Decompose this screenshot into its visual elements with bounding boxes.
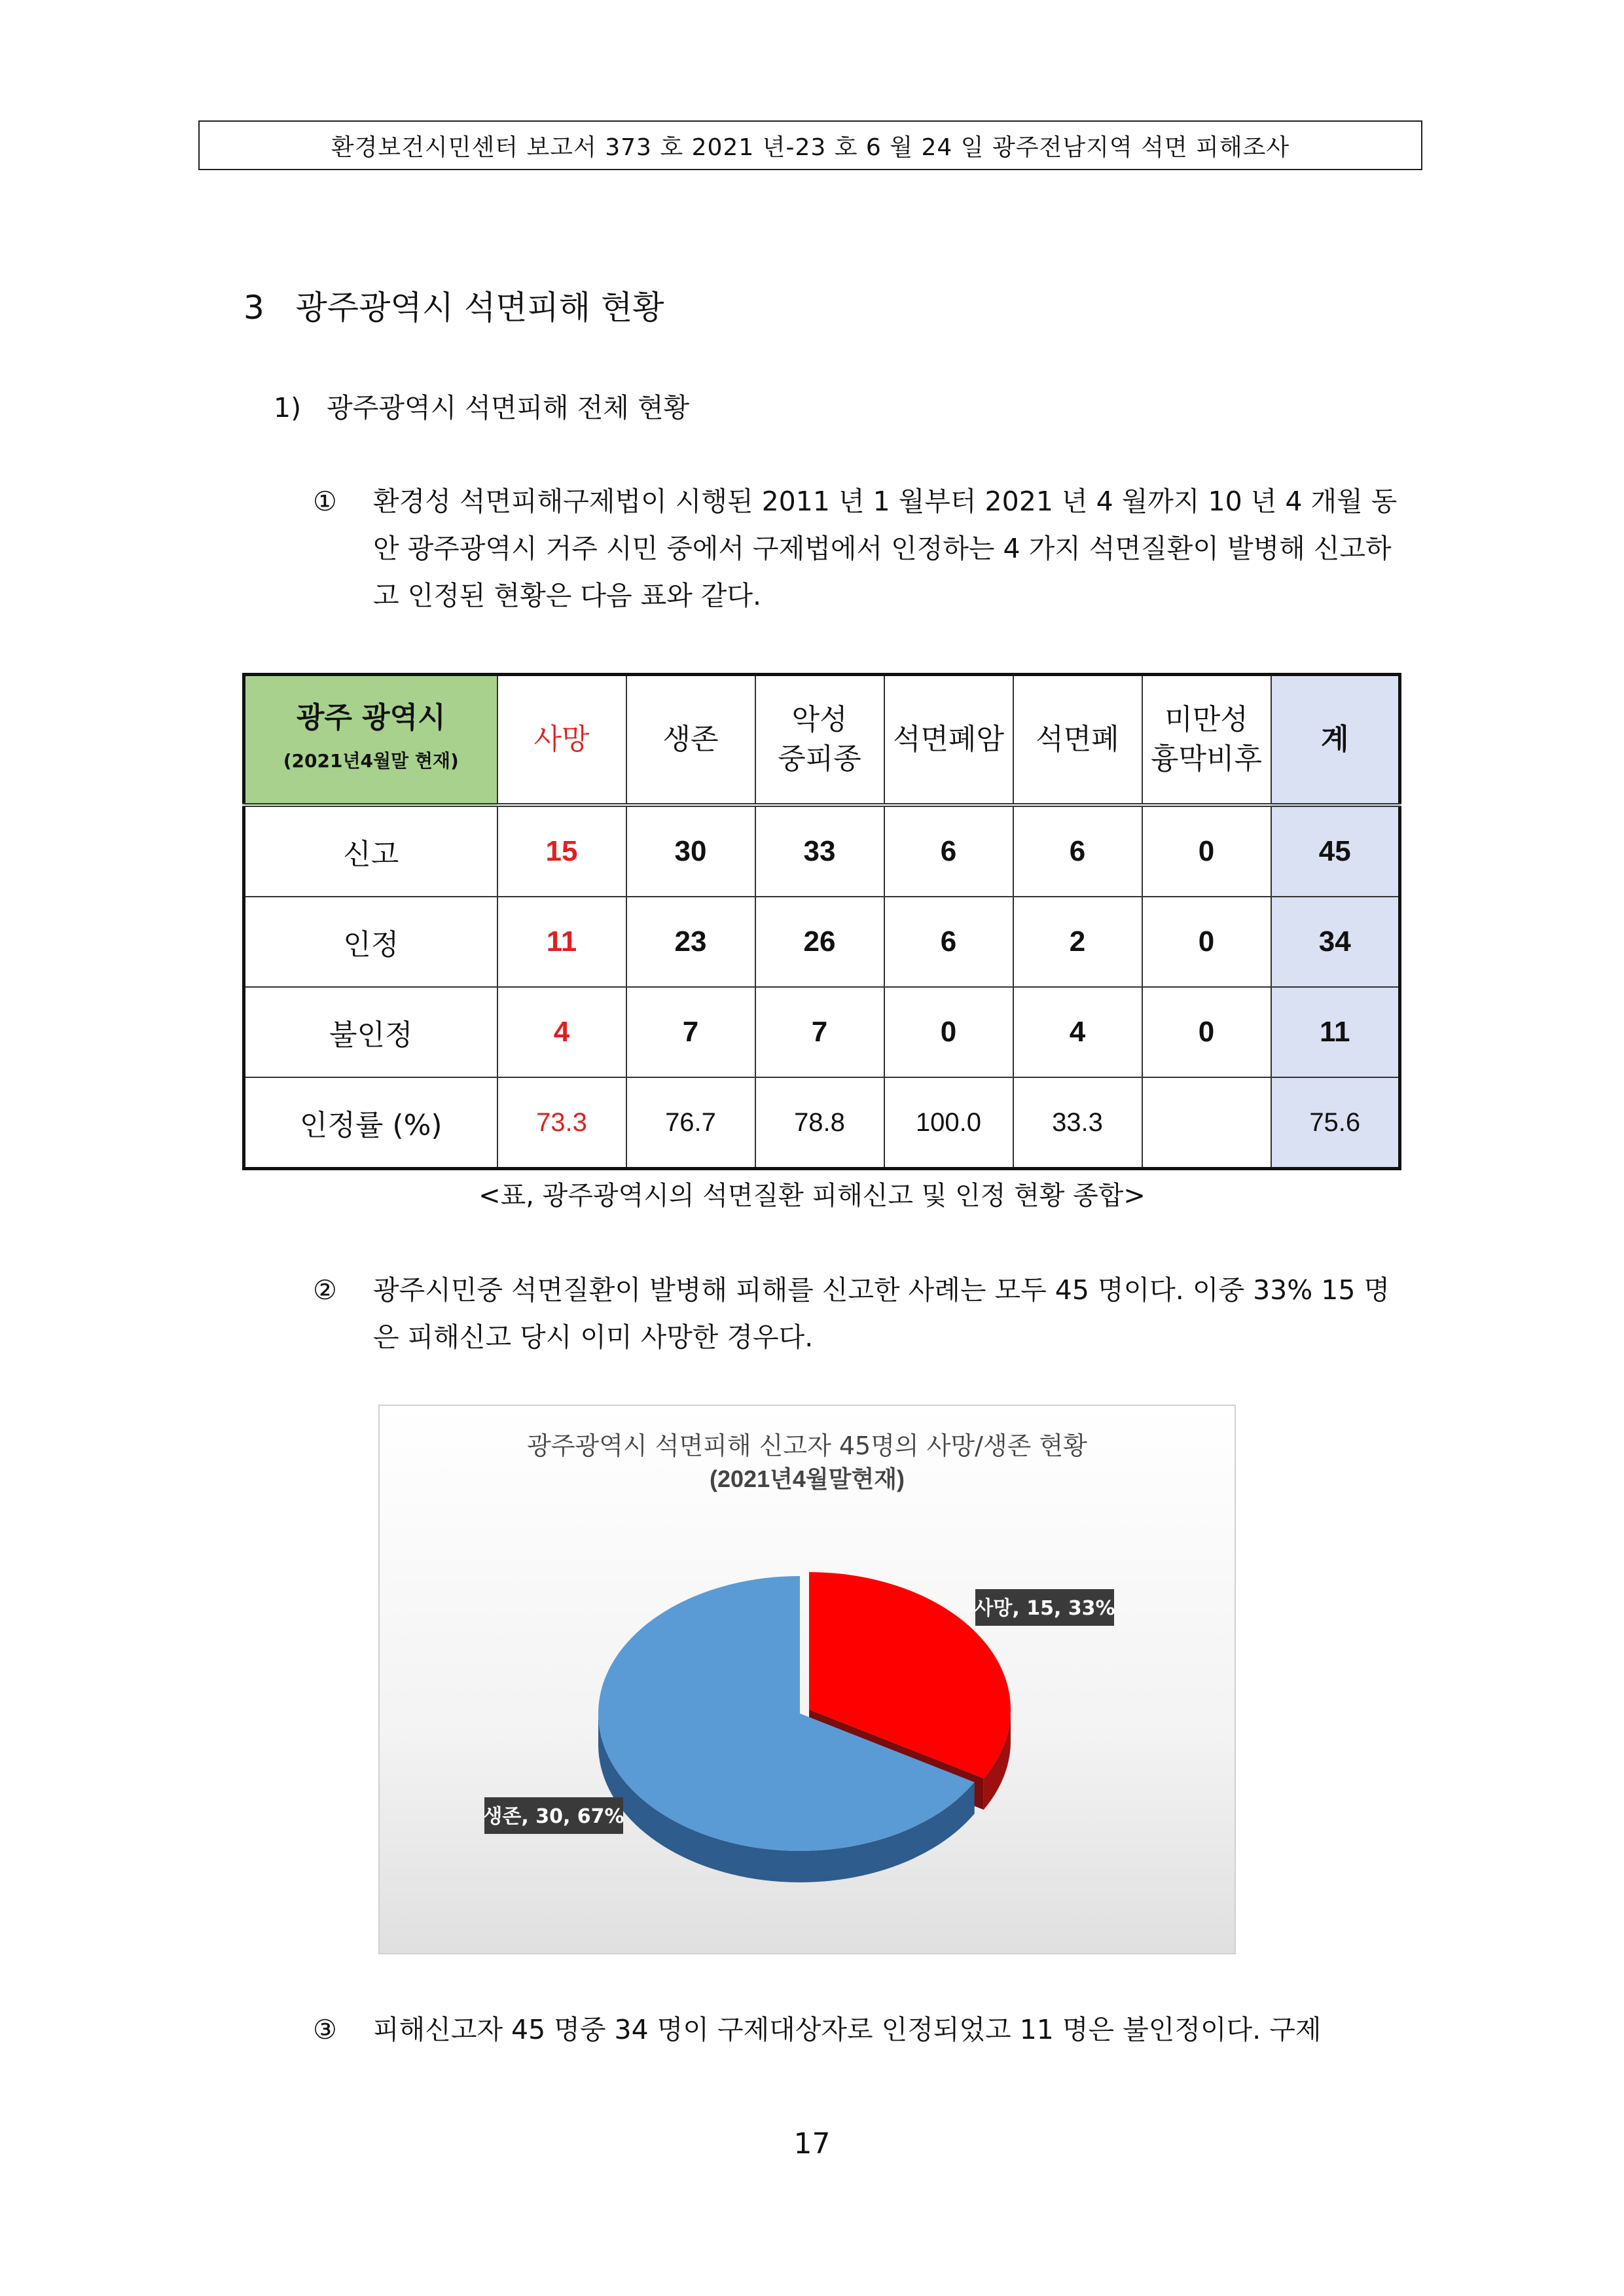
damage-status-table [242, 673, 1401, 1170]
pie-chart-svg [380, 1406, 1235, 1953]
table-cell: 33 [755, 805, 884, 897]
table-cell: 33.3 [1013, 1077, 1142, 1169]
table-cell: 45 [1271, 805, 1400, 897]
table-cell: 26 [755, 897, 884, 987]
paragraph-text: 환경성 석면피해구제법이 시행된 2011 년 1 월부터 2021 년 4 월까지 10 년 4 개월 동안 광주광역시 거주 시민 중에서 구제법에서 인정하는 4 가지 석면질환이 발병해 신고하고 인정된 현황은 다음 표와 같다. [373, 486, 1398, 611]
col-header-total: 계 [1271, 675, 1400, 806]
table-cell: 78.8 [755, 1077, 884, 1169]
table-cell: 0 [884, 987, 1013, 1077]
corner-main-label: 광주 광역시 [296, 701, 446, 734]
table-cell: 15 [497, 805, 626, 897]
table-row [244, 897, 1400, 987]
paragraph-marker: ② [313, 1274, 337, 1306]
table-cell: 0 [1142, 987, 1271, 1077]
page-number: 17 [793, 2127, 831, 2161]
table-cell: 73.3 [497, 1077, 626, 1169]
chart-subtitle: (2021년4월말현재) [710, 1465, 905, 1492]
pie-chart [378, 1405, 1236, 1954]
table-caption: <표, 광주광역시의 석면질환 피해신고 및 인정 현황 종합> [478, 1181, 1146, 1211]
row-label: 불인정 [244, 987, 497, 1077]
paragraph-marker: ③ [313, 2014, 337, 2045]
col-header-pleural-thickening [1142, 675, 1271, 806]
table-cell: 7 [755, 987, 884, 1077]
table-cell [1142, 1077, 1271, 1169]
row-label: 신고 [244, 805, 497, 897]
section-title: 3 광주광역시 석면피해 현황 [244, 289, 664, 327]
table-cell: 0 [1142, 897, 1271, 987]
table-cell: 76.7 [626, 1077, 755, 1169]
table-cell: 23 [626, 897, 755, 987]
paragraph-text: 광주시민중 석면질환이 발병해 피해를 신고한 사례는 모두 45 명이다. 이중 33% 15 명은 피해신고 당시 이미 사망한 경우다. [373, 1274, 1390, 1353]
col-header-asbestosis: 석면폐 [1013, 675, 1142, 806]
table-cell: 4 [497, 987, 626, 1077]
paragraph-text: 피해신고자 45 명중 34 명이 구제대상자로 인정되었고 11 명은 불인정이다. 구제 [373, 2014, 1322, 2045]
col-header-lung-cancer: 석면폐암 [884, 675, 1013, 806]
subsection-title: 1) 광주광역시 석면피해 전체 현황 [274, 392, 690, 423]
table-cell: 100.0 [884, 1077, 1013, 1169]
table-cell: 6 [884, 897, 1013, 987]
chart-title: 광주광역시 석면피해 신고자 45명의 사망/생존 현황 [527, 1431, 1087, 1460]
table-row [244, 1077, 1400, 1169]
col-header-line: 흉막비후 [1150, 742, 1262, 776]
table-cell: 7 [626, 987, 755, 1077]
table-row [244, 987, 1400, 1077]
table-cell: 11 [497, 897, 626, 987]
paragraph-1 [313, 478, 1399, 619]
table-cell: 6 [884, 805, 1013, 897]
table-cell: 30 [626, 805, 755, 897]
table-cell: 0 [1142, 805, 1271, 897]
col-header-line: 미만성 [1164, 703, 1248, 736]
table-cell: 11 [1271, 987, 1400, 1077]
report-header-text: 환경보건시민센터 보고서 373 호 2021 년-23 호 6 월 24 일 광주전남지역 석면 피해조사 [331, 134, 1290, 161]
table-cell: 34 [1271, 897, 1400, 987]
table-cell: 2 [1013, 897, 1142, 987]
col-header-alive: 생존 [626, 675, 755, 806]
paragraph-3 [313, 2006, 1399, 2053]
paragraph-2 [313, 1266, 1399, 1361]
table-header-row [244, 675, 1400, 806]
table-corner-cell [244, 675, 497, 806]
table-cell: 6 [1013, 805, 1142, 897]
pie-data-label: 사망, 15, 33% [974, 1597, 1115, 1620]
col-header-line: 중피종 [778, 742, 861, 776]
row-label: 인정률 (%) [244, 1077, 497, 1169]
corner-sub-label: (2021년4월말 현재) [283, 750, 459, 772]
table-row [244, 805, 1400, 897]
pie-data-label: 생존, 30, 67% [483, 1805, 624, 1828]
col-header-mesothelioma [755, 675, 884, 806]
paragraph-marker: ① [313, 486, 337, 517]
table-cell: 4 [1013, 987, 1142, 1077]
report-header [198, 120, 1422, 170]
col-header-deceased: 사망 [497, 675, 626, 806]
table-cell: 75.6 [1271, 1077, 1400, 1169]
col-header-line: 악성 [791, 703, 848, 736]
row-label: 인정 [244, 897, 497, 987]
